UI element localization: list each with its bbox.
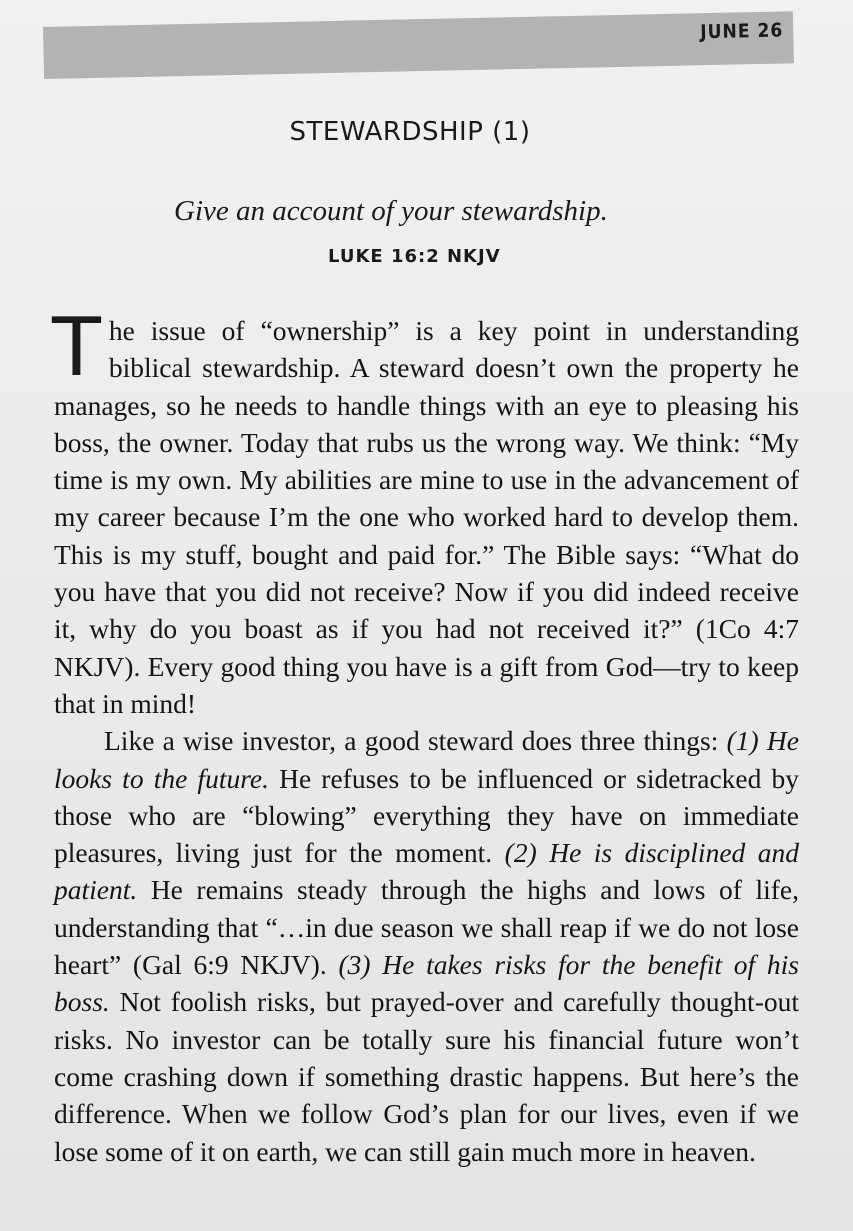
paragraph-2-text: He refuses to be influenced or sidetracked by those who are “blowing” everything they have on immediate pleasures, living just for the moment. <box>54 762 799 869</box>
page-title: STEWARDSHIP (1) <box>289 117 531 147</box>
date-label: JUNE 26 <box>700 19 784 44</box>
paragraph-1-text: he issue of “ownership” is a key point in understanding biblical stewardship. A steward doesn’t own the property he manages, so he needs to handle things with an eye to pleasing his boss, the owner. Today that rubs us the wrong way. We think: “My time is my own. My abilities are mine to use in the advancement of my career because I’m the one who worked hard to develop them. This is my stuff, bought and paid for.” The Bible says: “What do you have that you did not receive? Now if you did indeed receive it, why do you boast as if you had not received it?” (1Co 4:7 NKJV). Every good thing you have is a gift from God—try to keep that in mind! <box>54 315 799 719</box>
drop-cap: T <box>52 301 101 394</box>
scripture-verse: Give an account of your stewardship. <box>174 195 608 227</box>
paragraph-2 <box>54 722 799 1170</box>
paragraph-2-text: Like a wise investor, a good steward does three things: <box>104 725 727 757</box>
point-1-emphasis: (1) He looks to the future. <box>54 725 799 794</box>
paragraph-2-text: Not foolish risks, but prayed-over and carefully thought-out risks. No investor can be totally sure his financial future won’t come crashing down if something drastic happens. But here’s the difference. When we follow God’s plan for our lives, even if we lose some of it on earth, we can still gain much more in heaven. <box>54 986 799 1167</box>
paragraph-1 <box>52 301 799 722</box>
point-2-emphasis: (2) He is disciplined and patient. <box>54 837 800 906</box>
scripture-reference: LUKE 16:2 NKJV <box>328 246 501 267</box>
date-header-band <box>43 11 794 79</box>
point-3-emphasis: (3) He takes risks for the benefit of his boss. <box>54 949 800 1018</box>
devotional-body <box>52 301 800 1170</box>
paragraph-2-text: He remains steady through the highs and lows of life, understanding that “…in due season we shall reap if we do not lose heart” (Gal 6:9 NKJV). <box>54 874 799 981</box>
